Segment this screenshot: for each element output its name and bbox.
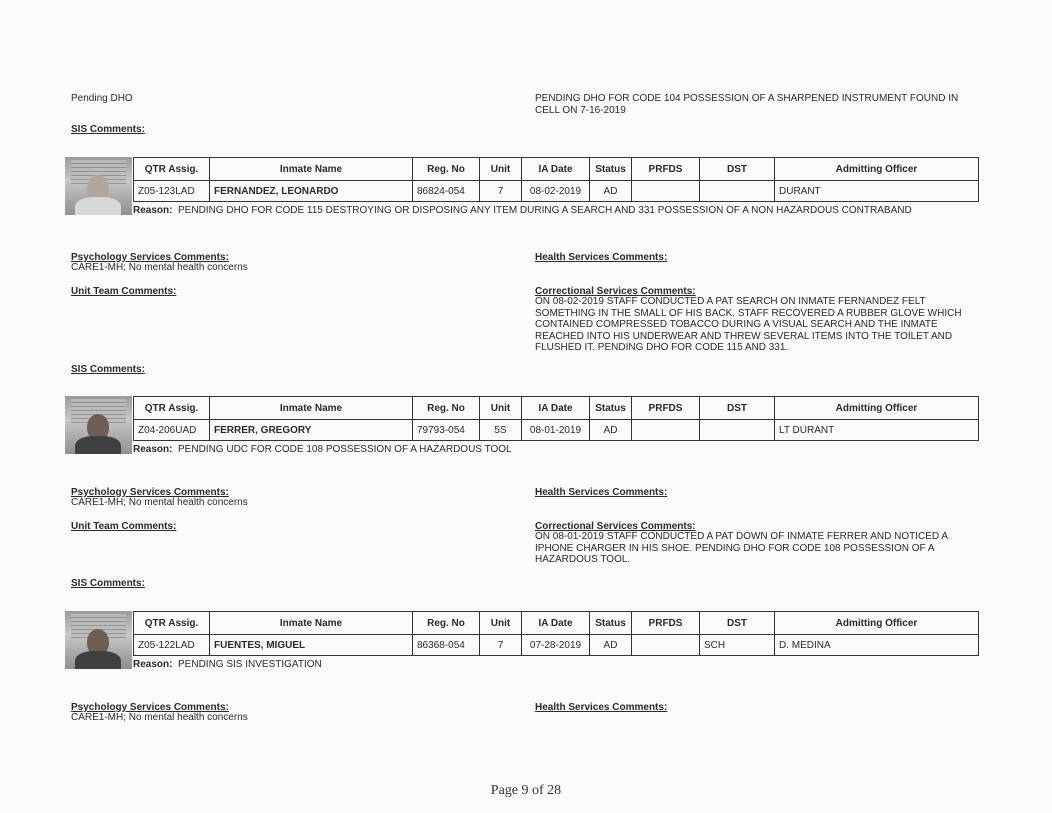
col-status-header: Status: [590, 612, 632, 635]
reason-text: PENDING DHO FOR CODE 115 DESTROYING OR DISPOSING ANY ITEM DURING A SEARCH AND 331 POSSESSION OF A NON HAZARDOUS CONTRABAND: [178, 205, 912, 216]
inmate-photo: [65, 396, 132, 454]
col-prfds-header: PRFDS: [632, 612, 700, 635]
reason-text: PENDING UDC FOR CODE 108 POSSESSION OF A HAZARDOUS TOOL: [178, 444, 512, 455]
status-cell: AD: [590, 181, 632, 202]
table-header-row: [134, 612, 979, 635]
inmate-table: [133, 157, 979, 202]
sis-comments-heading: SIS Comments:: [71, 578, 145, 589]
unit-cell: 5S: [480, 420, 522, 441]
psych-comments-text: CARE1-MH; No mental health concerns: [71, 712, 248, 723]
health-comments-heading: Health Services Comments:: [535, 702, 668, 713]
col-reg-header: Reg. No: [413, 397, 480, 420]
col-qtr-header: QTR Assig.: [134, 158, 210, 181]
iadate-cell: 08-02-2019: [522, 181, 590, 202]
name-cell: FERRER, GREGORY: [210, 420, 413, 441]
reg-cell: 79793-054: [413, 420, 480, 441]
officer-cell: DURANT: [775, 181, 979, 202]
inmate-photo: [65, 611, 132, 669]
unit-team-heading: Unit Team Comments:: [71, 521, 177, 532]
dst-cell: [700, 181, 775, 202]
col-officer-header: Admitting Officer: [775, 397, 979, 420]
col-name-header: Inmate Name: [210, 612, 413, 635]
col-iadate-header: IA Date: [522, 612, 590, 635]
correctional-comments-heading: Correctional Services Comments:: [535, 286, 696, 297]
reg-cell: 86824-054: [413, 181, 480, 202]
col-name-header: Inmate Name: [210, 397, 413, 420]
correctional-comments-text: ON 08-02-2019 STAFF CONDUCTED A PAT SEARCH ON INMATE FERNANDEZ FELT SOMETHING IN THE SMALL OF HIS BACK. STAFF RECOVERED A RUBBER GLOVE WHICH CONTAINED COMPRESSED TOBACCO DURING A VISUAL SEARCH AND THE INMATE REACHED INTO HIS UNDERWEAR AND THREW SEVERAL ITEMS INTO THE TOILET AND FLUSHED IT. PENDING DHO FOR CODE 115 AND 331.: [535, 296, 962, 353]
dst-cell: [700, 420, 775, 441]
col-status-header: Status: [590, 397, 632, 420]
col-name-header: Inmate Name: [210, 158, 413, 181]
dst-cell: SCH: [700, 635, 775, 656]
col-iadate-header: IA Date: [522, 397, 590, 420]
iadate-cell: 07-28-2019: [522, 635, 590, 656]
reason-label: Reason:: [133, 444, 173, 455]
col-reg-header: Reg. No: [413, 612, 480, 635]
inmate-record-card: [65, 611, 983, 669]
psych-comments-heading: Psychology Services Comments:: [71, 487, 229, 498]
table-row: [134, 635, 979, 656]
reason-line: [133, 205, 912, 216]
prfds-cell: [632, 181, 700, 202]
sis-comments-heading: SIS Comments:: [71, 124, 145, 135]
psych-comments-text: CARE1-MH; No mental health concerns: [71, 497, 248, 508]
name-cell: FUENTES, MIGUEL: [210, 635, 413, 656]
pending-dho-text: PENDING DHO FOR CODE 104 POSSESSION OF A SHARPENED INSTRUMENT FOUND IN CELL ON 7-16-2019: [535, 93, 959, 116]
pending-dho-label: Pending DHO: [71, 93, 133, 104]
col-qtr-header: QTR Assig.: [134, 397, 210, 420]
officer-cell: D. MEDINA: [775, 635, 979, 656]
name-cell: FERNANDEZ, LEONARDO: [210, 181, 413, 202]
prfds-cell: [632, 420, 700, 441]
page-number: Page 9 of 28: [490, 783, 562, 798]
health-comments-heading: Health Services Comments:: [535, 252, 668, 263]
col-qtr-header: QTR Assig.: [134, 612, 210, 635]
reason-label: Reason:: [133, 205, 173, 216]
table-header-row: [134, 397, 979, 420]
col-dst-header: DST: [700, 158, 775, 181]
col-status-header: Status: [590, 158, 632, 181]
status-cell: AD: [590, 420, 632, 441]
col-unit-header: Unit: [480, 158, 522, 181]
col-unit-header: Unit: [480, 612, 522, 635]
col-dst-header: DST: [700, 397, 775, 420]
col-prfds-header: PRFDS: [632, 397, 700, 420]
unit-cell: 7: [480, 635, 522, 656]
inmate-photo: [65, 157, 132, 215]
psych-comments-text: CARE1-MH; No mental health concerns: [71, 262, 248, 273]
correctional-comments-text: ON 08-01-2019 STAFF CONDUCTED A PAT DOWN OF INMATE FERRER AND NOTICED A IPHONE CHARGER IN HIS SHOE. PENDING DHO FOR CODE 108 POSSESSION OF A HAZARDOUS TOOL.: [535, 531, 949, 565]
table-header-row: [134, 158, 979, 181]
status-cell: AD: [590, 635, 632, 656]
col-dst-header: DST: [700, 612, 775, 635]
col-officer-header: Admitting Officer: [775, 612, 979, 635]
sis-comments-heading: SIS Comments:: [71, 364, 145, 375]
unit-cell: 7: [480, 181, 522, 202]
psych-comments-heading: Psychology Services Comments:: [71, 702, 229, 713]
qtr-cell: Z05-123LAD: [134, 181, 210, 202]
reason-text: PENDING SIS INVESTIGATION: [178, 659, 322, 670]
psych-comments-heading: Psychology Services Comments:: [71, 252, 229, 263]
inmate-table: [133, 611, 979, 656]
inmate-table: [133, 396, 979, 441]
col-reg-header: Reg. No: [413, 158, 480, 181]
health-comments-heading: Health Services Comments:: [535, 487, 668, 498]
table-row: [134, 181, 979, 202]
col-prfds-header: PRFDS: [632, 158, 700, 181]
reason-label: Reason:: [133, 659, 173, 670]
col-unit-header: Unit: [480, 397, 522, 420]
reason-line: [133, 444, 512, 455]
iadate-cell: 08-01-2019: [522, 420, 590, 441]
correctional-comments-heading: Correctional Services Comments:: [535, 521, 696, 532]
inmate-record-card: [65, 396, 983, 454]
reason-line: [133, 659, 322, 670]
officer-cell: LT DURANT: [775, 420, 979, 441]
inmate-record-card: [65, 157, 983, 215]
col-iadate-header: IA Date: [522, 158, 590, 181]
qtr-cell: Z05-122LAD: [134, 635, 210, 656]
col-officer-header: Admitting Officer: [775, 158, 979, 181]
table-row: [134, 420, 979, 441]
prfds-cell: [632, 635, 700, 656]
reg-cell: 86368-054: [413, 635, 480, 656]
unit-team-heading: Unit Team Comments:: [71, 286, 177, 297]
qtr-cell: Z04-206UAD: [134, 420, 210, 441]
